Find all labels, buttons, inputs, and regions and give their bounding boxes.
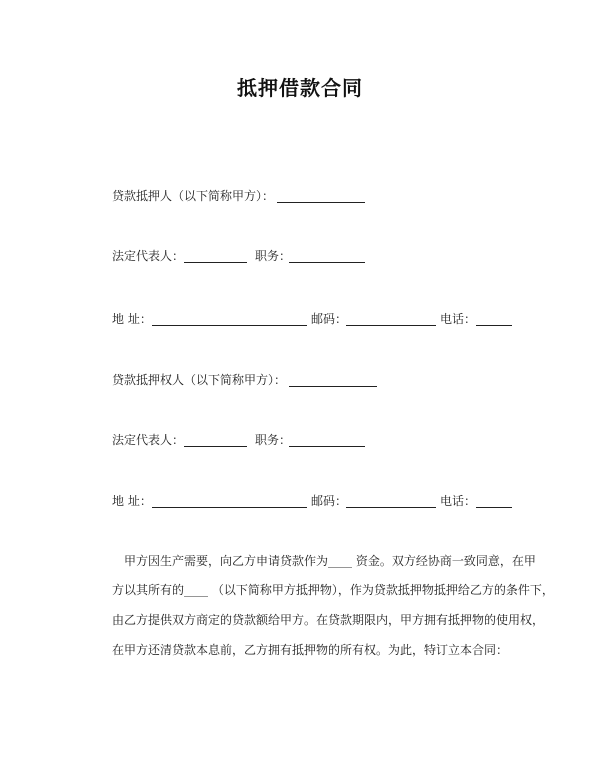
mortgagee-address-blank (152, 507, 307, 508)
mortgagee-postcode-label: 邮码： (311, 494, 348, 508)
mortgagee-phone-label: 电话： (440, 494, 477, 508)
mortgagor-rep-blank (184, 262, 247, 263)
mortgagor-label: 贷款抵押人（以下简称甲方）： (112, 189, 275, 203)
mortgagor-position-label: 职务： (255, 249, 292, 263)
mortgagor-blank (277, 202, 365, 203)
mortgagor-postcode-blank (346, 325, 436, 326)
mortgagee-blank (289, 386, 377, 387)
mortgagor-phone-blank (476, 325, 512, 326)
mortgagee-position-label: 职务： (255, 433, 292, 447)
mortgagee-rep-label: 法定代表人： (112, 433, 185, 447)
document-title: 抵押借款合同 (237, 76, 363, 100)
mortgagor-position-blank (289, 262, 365, 263)
mortgagor-postcode-label: 邮码： (311, 312, 348, 326)
mortgagee-rep-blank (184, 446, 247, 447)
mortgagor-phone-label: 电话： (440, 312, 477, 326)
mortgagor-address-blank (152, 325, 307, 326)
mortgagee-position-blank (289, 446, 365, 447)
body-line-3: 由乙方提供双方商定的贷款额给甲方。在贷款期限内，甲方拥有抵押物的使用权， (112, 613, 545, 627)
mortgagee-postcode-blank (346, 507, 436, 508)
mortgagor-address-label: 地 址： (112, 312, 152, 326)
mortgagee-phone-blank (476, 507, 512, 508)
mortgagee-label: 贷款抵押权人（以下简称甲方）： (112, 373, 287, 387)
body-line-2: 方以其所有的____ （以下简称甲方抵押物），作为贷款抵押物抵押给乙方的条件下， (112, 583, 554, 597)
mortgagor-rep-label: 法定代表人： (112, 249, 185, 263)
body-line-4: 在甲方还清贷款本息前，乙方拥有抵押物的所有权。为此，特订立本合同： (112, 643, 509, 657)
mortgagee-address-label: 地 址： (112, 494, 152, 508)
body-line-1: 甲方因生产需要，向乙方申请贷款作为____ 资金。双方经协商一致同意，在甲 (124, 554, 536, 568)
